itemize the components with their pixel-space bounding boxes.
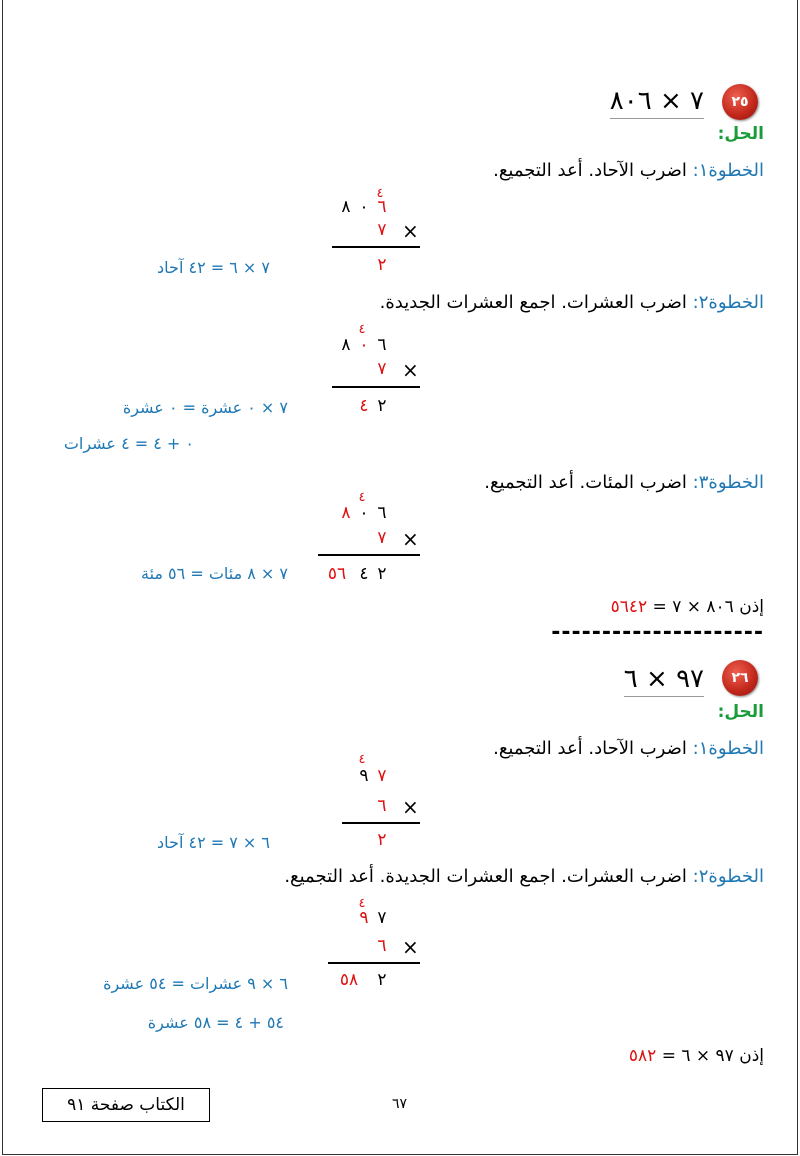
conclusion-expression: ٩٧ × ٦ = <box>661 1046 734 1066</box>
conclusion-answer: ٥٨٢ <box>628 1046 657 1066</box>
result-line <box>332 246 420 248</box>
problem-expression: ٩٧ × ٦ <box>624 664 704 697</box>
result-ones: ٢ <box>377 255 387 275</box>
step-label: الخطوة٣: <box>692 472 764 493</box>
problem-number-badge: ٢٥ <box>722 84 758 120</box>
hundreds-digit: ٨ <box>341 197 351 217</box>
conclusion-prefix: إذن <box>739 597 764 617</box>
multiply-sign: × <box>402 935 419 959</box>
multiplier-digit: ٦ <box>377 936 387 956</box>
result-hundreds-tens: ٥٨ <box>339 970 359 990</box>
carry-digit: ٤ <box>358 322 366 337</box>
ones-digit: ٦ <box>377 197 387 217</box>
hundreds-digit: ٨ <box>341 503 351 523</box>
carry-digit: ٤ <box>358 490 366 505</box>
carry-digit: ٤ <box>376 186 384 201</box>
result-line <box>332 386 420 388</box>
multiplier-digit: ٦ <box>377 796 387 816</box>
ones-digit: ٧ <box>377 766 387 786</box>
tens-digit: ٩ <box>359 766 369 786</box>
step-text: اضرب العشرات. اجمع العشرات الجديدة. <box>379 292 687 313</box>
step-note: ٦ × ٩ عشرات = ٥٤ عشرة <box>103 974 288 993</box>
page-number: ٦٧ <box>392 1096 408 1112</box>
step-note: ٠ + ٤ = ٤ عشرات <box>63 434 194 453</box>
carry-digit: ٤ <box>358 752 366 767</box>
conclusion <box>611 597 764 617</box>
problem-number-badge: ٢٦ <box>722 660 758 696</box>
problem-expression: ٧ × ٨٠٦ <box>610 86 704 119</box>
step-text: اضرب الآحاد. أعد التجميع. <box>493 738 687 759</box>
step-text: اضرب العشرات. اجمع العشرات الجديدة. أعد التجميع. <box>284 866 687 887</box>
conclusion-answer: ٥٦٤٢ <box>610 597 648 617</box>
conclusion <box>629 1046 764 1066</box>
ones-digit: ٦ <box>377 503 387 523</box>
step-note: ٧ × ٨ مئات = ٥٦ مئة <box>140 564 288 583</box>
result-line <box>318 554 420 556</box>
step-heading <box>284 866 764 887</box>
step-note: ٦ × ٧ = ٤٢ آحاد <box>157 833 270 852</box>
tens-digit: ٠ <box>359 335 369 355</box>
conclusion-expression: ٨٠٦ × ٧ = <box>652 597 734 617</box>
multiplier-digit: ٧ <box>377 220 387 240</box>
multiplier-digit: ٧ <box>377 528 387 548</box>
carry-digit: ٤ <box>358 896 366 911</box>
result-ones: ٢ <box>377 830 387 850</box>
step-note: ٧ × ٦ = ٤٢ آحاد <box>157 258 270 277</box>
step-heading <box>380 292 764 313</box>
step-text: اضرب المئات. أعد التجميع. <box>484 472 687 493</box>
step-label: الخطوة١: <box>692 160 764 181</box>
step-label: الخطوة١: <box>692 738 764 759</box>
step-heading <box>493 160 764 181</box>
ones-digit: ٧ <box>377 908 387 928</box>
result-ones: ٢ <box>377 396 387 416</box>
conclusion-prefix: إذن <box>739 1046 764 1066</box>
solution-label: الحل: <box>717 124 764 144</box>
multiply-sign: × <box>402 795 419 819</box>
step-text: اضرب الآحاد. أعد التجميع. <box>493 160 687 181</box>
step-note: ٧ × ٠ عشرة = ٠ عشرة <box>122 398 288 417</box>
step-note: ٥٤ + ٤ = ٥٨ عشرة <box>147 1013 284 1032</box>
tens-digit: ٠ <box>359 503 369 523</box>
hundreds-digit: ٨ <box>341 335 351 355</box>
tens-digit: ٠ <box>359 197 369 217</box>
result-line <box>328 962 420 964</box>
multiplier-digit: ٧ <box>377 359 387 379</box>
result-line <box>342 822 420 824</box>
book-reference-box: الكتاب صفحة ٩١ <box>42 1088 210 1122</box>
step-heading <box>493 738 764 759</box>
multiply-sign: × <box>402 219 419 243</box>
multiply-sign: × <box>402 358 419 382</box>
multiply-sign: × <box>402 527 419 551</box>
result-tens: ٤ <box>359 564 369 584</box>
solution-label: الحل: <box>717 702 764 722</box>
separator-line: --------------------- <box>551 620 764 645</box>
tens-digit: ٩ <box>359 908 369 928</box>
result-thousands-hundreds: ٥٦ <box>327 564 347 584</box>
step-label: الخطوة٢: <box>692 292 764 313</box>
step-heading <box>484 472 764 493</box>
result-tens: ٤ <box>359 396 369 416</box>
result-ones: ٢ <box>377 564 387 584</box>
step-label: الخطوة٢: <box>692 866 764 887</box>
result-ones: ٢ <box>377 970 387 990</box>
ones-digit: ٦ <box>377 335 387 355</box>
